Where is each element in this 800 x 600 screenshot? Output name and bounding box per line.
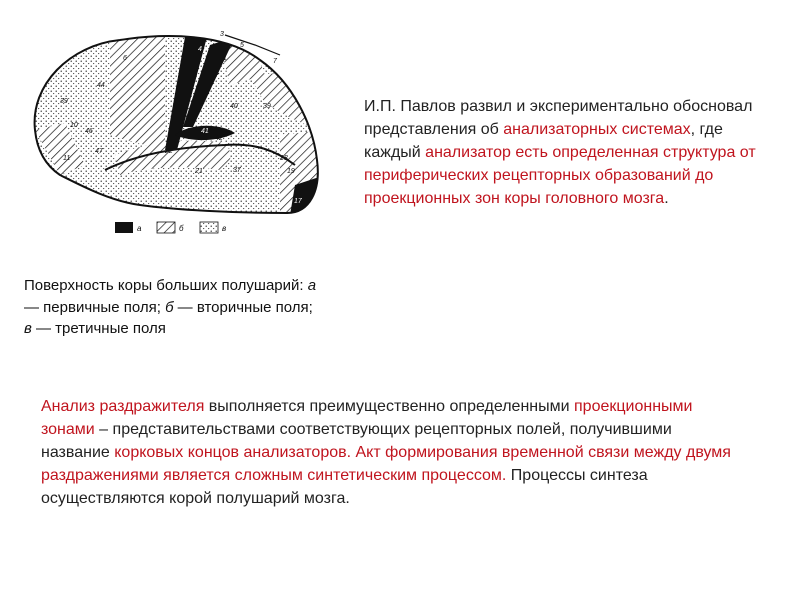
- analysis-text: – представительствами соответствующих рецепторных полей, получившими название: [41, 421, 672, 461]
- region-label: 10: [70, 122, 78, 129]
- region-label: 40: [230, 103, 238, 110]
- legend-label-c: в: [222, 224, 227, 233]
- region-label: 1: [223, 55, 227, 62]
- caption-text: Поверхность коры больших полушарий:: [24, 277, 308, 294]
- legend-label-a: а: [137, 224, 142, 233]
- region-label: 3: [220, 31, 224, 38]
- region-label: 47: [95, 148, 103, 155]
- analysis-highlight: Анализ раздражителя: [41, 398, 205, 415]
- caption-letter: а: [307, 277, 317, 294]
- caption-text: — третичные поля: [31, 320, 166, 337]
- region-label: 19: [287, 168, 295, 175]
- region-label: 4: [198, 46, 202, 53]
- analysis-highlight: проекционными зонами: [41, 398, 693, 438]
- region-label: 21: [195, 168, 203, 175]
- caption-text: — вторичные поля;: [173, 298, 313, 316]
- region-label: 42: [215, 135, 223, 142]
- region-label: 22: [165, 148, 173, 155]
- analysis-text: выполняется преимущественно определенными: [204, 398, 574, 415]
- intro-text: .: [664, 190, 669, 207]
- figure-legend: [115, 222, 226, 233]
- region-label: 18: [280, 155, 288, 162]
- region-label: 46: [85, 128, 93, 135]
- region-label: 17: [294, 198, 302, 205]
- caption-letter: в: [24, 320, 32, 337]
- region-label: 5: [240, 42, 244, 49]
- intro-text: , где каждый: [364, 121, 723, 161]
- analysis-highlight: корковых концов анализаторов. Акт формирования временной связи между двумя раздражениями является сложным синтетическим процессом.: [41, 444, 731, 484]
- region-label: 39: [60, 98, 68, 105]
- intro-analyzer-definition: анализатор есть определенная структура от периферических рецепторных образований до проекционных зон коры головного мозга: [364, 144, 756, 207]
- region-label: 41: [201, 128, 209, 135]
- analysis-paragraph: [41, 395, 741, 510]
- legend-label-b: б: [179, 224, 184, 233]
- caption-text: — первичные поля;: [24, 298, 166, 316]
- region-label: 37: [233, 167, 241, 174]
- region-label: 39: [263, 103, 271, 110]
- intro-paragraph: [364, 95, 774, 210]
- region-label: 11: [63, 155, 71, 162]
- brain-cortex-figure: [25, 15, 325, 240]
- region-label: 6: [123, 55, 127, 62]
- region-label: 7: [273, 58, 277, 65]
- intro-term-analyzer-systems: анализаторных системах: [503, 121, 691, 138]
- region-label: 8: [215, 70, 219, 77]
- region-label: 44: [97, 82, 105, 89]
- caption-letter: б: [165, 298, 174, 316]
- intro-text: И.П. Павлов развил и экспериментально обосновал представления об: [364, 98, 753, 138]
- analysis-text: Процессы синтеза осуществляются корой полушарий мозга.: [41, 467, 648, 507]
- figure-caption: [24, 275, 324, 340]
